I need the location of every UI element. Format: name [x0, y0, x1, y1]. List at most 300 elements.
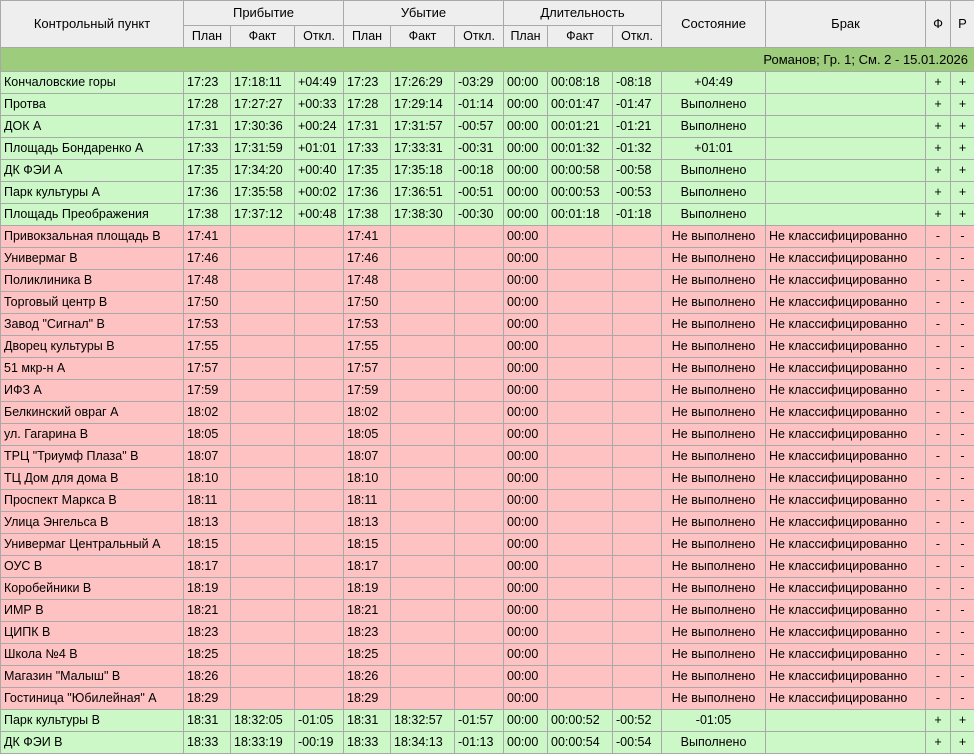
arrival-plan-cell: 17:50	[184, 292, 231, 314]
departure-deviation-cell: -01:14	[455, 94, 504, 116]
arrival-plan-cell: 17:41	[184, 226, 231, 248]
departure-fact-cell	[391, 358, 455, 380]
arrival-deviation-cell	[295, 644, 344, 666]
group-row[interactable]	[1, 48, 974, 72]
r-flag-cell: -	[951, 490, 974, 512]
departure-plan-cell: 17:38	[344, 204, 391, 226]
f-flag-cell: -	[926, 402, 951, 424]
arrival-plan-cell: 18:10	[184, 468, 231, 490]
table-row[interactable]	[1, 402, 974, 424]
duration-deviation-cell	[613, 644, 662, 666]
departure-fact-cell	[391, 578, 455, 600]
header-departure-deviation[interactable]: Откл.	[455, 26, 504, 48]
duration-fact-cell	[548, 600, 613, 622]
table-row[interactable]	[1, 622, 974, 644]
departure-fact-cell: 17:35:18	[391, 160, 455, 182]
r-flag-cell: -	[951, 314, 974, 336]
duration-plan-cell: 00:00	[504, 424, 548, 446]
f-flag-cell: +	[926, 732, 951, 754]
header-arrival[interactable]: Прибытие	[184, 1, 344, 26]
arrival-deviation-cell	[295, 314, 344, 336]
arrival-plan-cell: 18:05	[184, 424, 231, 446]
departure-deviation-cell	[455, 688, 504, 710]
arrival-plan-cell: 18:29	[184, 688, 231, 710]
duration-deviation-cell: -01:18	[613, 204, 662, 226]
departure-fact-cell	[391, 622, 455, 644]
arrival-fact-cell	[231, 534, 295, 556]
duration-fact-cell	[548, 402, 613, 424]
r-flag-cell: -	[951, 402, 974, 424]
arrival-fact-cell: 17:18:11	[231, 72, 295, 94]
departure-plan-cell: 17:50	[344, 292, 391, 314]
arrival-plan-cell: 18:19	[184, 578, 231, 600]
arrival-plan-cell: 18:33	[184, 732, 231, 754]
f-flag-cell: -	[926, 248, 951, 270]
duration-fact-cell	[548, 226, 613, 248]
departure-deviation-cell	[455, 622, 504, 644]
departure-fact-cell: 17:36:51	[391, 182, 455, 204]
duration-deviation-cell	[613, 534, 662, 556]
table-row[interactable]	[1, 710, 974, 732]
table-row[interactable]	[1, 732, 974, 754]
arrival-fact-cell: 18:33:19	[231, 732, 295, 754]
defect-cell: Не классифицированно	[766, 292, 926, 314]
departure-fact-cell	[391, 446, 455, 468]
status-cell: Не выполнено	[662, 622, 766, 644]
arrival-fact-cell	[231, 270, 295, 292]
defect-cell: Не классифицированно	[766, 578, 926, 600]
departure-plan-cell: 17:59	[344, 380, 391, 402]
f-flag-cell: -	[926, 688, 951, 710]
duration-fact-cell: 00:00:54	[548, 732, 613, 754]
departure-deviation-cell	[455, 358, 504, 380]
r-flag-cell: -	[951, 578, 974, 600]
departure-plan-cell: 18:19	[344, 578, 391, 600]
duration-plan-cell: 00:00	[504, 666, 548, 688]
r-flag-cell: -	[951, 336, 974, 358]
checkpoint-name-cell: Кончаловские горы	[1, 72, 184, 94]
table-row[interactable]	[1, 446, 974, 468]
checkpoint-name-cell: Гостиница "Юбилейная" А	[1, 688, 184, 710]
checkpoint-name-cell: Торговый центр В	[1, 292, 184, 314]
arrival-deviation-cell: +00:02	[295, 182, 344, 204]
arrival-plan-cell: 17:35	[184, 160, 231, 182]
duration-fact-cell: 00:00:58	[548, 160, 613, 182]
status-cell: -01:05	[662, 710, 766, 732]
arrival-plan-cell: 18:31	[184, 710, 231, 732]
duration-plan-cell: 00:00	[504, 622, 548, 644]
duration-plan-cell: 00:00	[504, 358, 548, 380]
table-row[interactable]	[1, 336, 974, 358]
duration-plan-cell: 00:00	[504, 600, 548, 622]
duration-plan-cell: 00:00	[504, 314, 548, 336]
departure-plan-cell: 17:28	[344, 94, 391, 116]
header-duration-fact[interactable]: Факт	[548, 26, 613, 48]
duration-fact-cell	[548, 622, 613, 644]
table-row[interactable]	[1, 182, 974, 204]
status-cell: Выполнено	[662, 182, 766, 204]
departure-fact-cell	[391, 380, 455, 402]
r-flag-cell: -	[951, 424, 974, 446]
checkpoint-name-cell: Универмаг В	[1, 248, 184, 270]
table-row[interactable]	[1, 138, 974, 160]
header-status[interactable]: Состояние	[662, 1, 766, 48]
departure-deviation-cell	[455, 666, 504, 688]
table-row[interactable]	[1, 468, 974, 490]
table-row[interactable]	[1, 534, 974, 556]
f-flag-cell: -	[926, 644, 951, 666]
arrival-plan-cell: 18:07	[184, 446, 231, 468]
checkpoint-name-cell: ул. Гагарина В	[1, 424, 184, 446]
duration-fact-cell	[548, 336, 613, 358]
duration-deviation-cell	[613, 402, 662, 424]
table-row[interactable]	[1, 314, 974, 336]
arrival-plan-cell: 18:21	[184, 600, 231, 622]
defect-cell	[766, 710, 926, 732]
table-row[interactable]	[1, 270, 974, 292]
duration-deviation-cell	[613, 314, 662, 336]
defect-cell	[766, 204, 926, 226]
departure-deviation-cell	[455, 270, 504, 292]
duration-plan-cell: 00:00	[504, 512, 548, 534]
table-row[interactable]	[1, 204, 974, 226]
arrival-plan-cell: 17:57	[184, 358, 231, 380]
duration-fact-cell	[548, 644, 613, 666]
header-r[interactable]: Р	[951, 1, 974, 48]
duration-plan-cell: 00:00	[504, 248, 548, 270]
duration-fact-cell	[548, 314, 613, 336]
arrival-plan-cell: 17:59	[184, 380, 231, 402]
departure-fact-cell	[391, 512, 455, 534]
table-row[interactable]	[1, 600, 974, 622]
checkpoint-name-cell: Универмаг Центральный А	[1, 534, 184, 556]
departure-plan-cell: 17:35	[344, 160, 391, 182]
departure-deviation-cell: -00:31	[455, 138, 504, 160]
defect-cell: Не классифицированно	[766, 248, 926, 270]
duration-deviation-cell: -00:52	[613, 710, 662, 732]
arrival-deviation-cell	[295, 688, 344, 710]
checkpoint-name-cell: ЦИПК В	[1, 622, 184, 644]
checkpoint-name-cell: Белкинский овраг А	[1, 402, 184, 424]
departure-fact-cell: 17:38:30	[391, 204, 455, 226]
defect-cell	[766, 138, 926, 160]
status-cell: Не выполнено	[662, 490, 766, 512]
r-flag-cell: +	[951, 116, 974, 138]
f-flag-cell: -	[926, 270, 951, 292]
table-row[interactable]	[1, 248, 974, 270]
departure-plan-cell: 17:46	[344, 248, 391, 270]
departure-plan-cell: 17:23	[344, 72, 391, 94]
departure-deviation-cell	[455, 292, 504, 314]
status-cell: Выполнено	[662, 116, 766, 138]
defect-cell: Не классифицированно	[766, 270, 926, 292]
table-row[interactable]	[1, 688, 974, 710]
header-departure-fact[interactable]: Факт	[391, 26, 455, 48]
status-cell: Не выполнено	[662, 688, 766, 710]
f-flag-cell: +	[926, 182, 951, 204]
table-row[interactable]	[1, 226, 974, 248]
header-duration[interactable]: Длительность	[504, 1, 662, 26]
arrival-deviation-cell	[295, 600, 344, 622]
departure-deviation-cell	[455, 556, 504, 578]
departure-deviation-cell: -00:18	[455, 160, 504, 182]
status-cell: Не выполнено	[662, 270, 766, 292]
duration-fact-cell	[548, 490, 613, 512]
arrival-deviation-cell	[295, 248, 344, 270]
departure-plan-cell: 17:48	[344, 270, 391, 292]
arrival-plan-cell: 17:23	[184, 72, 231, 94]
arrival-fact-cell	[231, 578, 295, 600]
arrival-plan-cell: 17:53	[184, 314, 231, 336]
defect-cell	[766, 72, 926, 94]
departure-plan-cell: 18:11	[344, 490, 391, 512]
arrival-fact-cell	[231, 314, 295, 336]
arrival-fact-cell	[231, 446, 295, 468]
checkpoint-name-cell: 51 мкр-н А	[1, 358, 184, 380]
departure-fact-cell	[391, 688, 455, 710]
departure-plan-cell: 18:23	[344, 622, 391, 644]
departure-deviation-cell	[455, 644, 504, 666]
duration-plan-cell: 00:00	[504, 72, 548, 94]
table-row[interactable]	[1, 160, 974, 182]
r-flag-cell: -	[951, 380, 974, 402]
arrival-deviation-cell	[295, 512, 344, 534]
status-cell: Выполнено	[662, 160, 766, 182]
defect-cell	[766, 182, 926, 204]
f-flag-cell: -	[926, 490, 951, 512]
duration-deviation-cell	[613, 336, 662, 358]
arrival-fact-cell	[231, 644, 295, 666]
departure-fact-cell: 17:29:14	[391, 94, 455, 116]
f-flag-cell: +	[926, 138, 951, 160]
f-flag-cell: -	[926, 226, 951, 248]
header-departure-plan[interactable]: План	[344, 26, 391, 48]
header-departure[interactable]: Убытие	[344, 1, 504, 26]
r-flag-cell: +	[951, 94, 974, 116]
departure-plan-cell: 18:31	[344, 710, 391, 732]
duration-deviation-cell: -01:47	[613, 94, 662, 116]
departure-deviation-cell	[455, 578, 504, 600]
r-flag-cell: +	[951, 138, 974, 160]
arrival-deviation-cell	[295, 358, 344, 380]
defect-cell: Не классифицированно	[766, 622, 926, 644]
checkpoint-name-cell: Площадь Бондаренко А	[1, 138, 184, 160]
duration-deviation-cell: -00:53	[613, 182, 662, 204]
duration-plan-cell: 00:00	[504, 688, 548, 710]
header-arrival-fact[interactable]: Факт	[231, 26, 295, 48]
duration-deviation-cell	[613, 380, 662, 402]
f-flag-cell: -	[926, 512, 951, 534]
arrival-fact-cell: 18:32:05	[231, 710, 295, 732]
header-duration-plan[interactable]: План	[504, 26, 548, 48]
status-cell: Не выполнено	[662, 336, 766, 358]
f-flag-cell: -	[926, 314, 951, 336]
table-row[interactable]	[1, 512, 974, 534]
arrival-deviation-cell	[295, 622, 344, 644]
duration-deviation-cell	[613, 358, 662, 380]
arrival-fact-cell	[231, 556, 295, 578]
departure-deviation-cell	[455, 336, 504, 358]
departure-fact-cell	[391, 336, 455, 358]
arrival-plan-cell: 18:15	[184, 534, 231, 556]
arrival-fact-cell	[231, 424, 295, 446]
duration-fact-cell	[548, 446, 613, 468]
arrival-plan-cell: 18:11	[184, 490, 231, 512]
checkpoint-name-cell: Завод "Сигнал" В	[1, 314, 184, 336]
r-flag-cell: -	[951, 226, 974, 248]
arrival-deviation-cell: +00:48	[295, 204, 344, 226]
status-cell: Не выполнено	[662, 578, 766, 600]
arrival-fact-cell	[231, 358, 295, 380]
arrival-plan-cell: 18:02	[184, 402, 231, 424]
defect-cell: Не классифицированно	[766, 556, 926, 578]
defect-cell	[766, 732, 926, 754]
departure-plan-cell: 18:13	[344, 512, 391, 534]
departure-deviation-cell: -03:29	[455, 72, 504, 94]
checkpoint-name-cell: ИМР В	[1, 600, 184, 622]
departure-plan-cell: 18:26	[344, 666, 391, 688]
f-flag-cell: +	[926, 94, 951, 116]
f-flag-cell: +	[926, 160, 951, 182]
departure-plan-cell: 17:31	[344, 116, 391, 138]
departure-fact-cell	[391, 468, 455, 490]
duration-fact-cell	[548, 248, 613, 270]
duration-fact-cell	[548, 468, 613, 490]
arrival-fact-cell	[231, 666, 295, 688]
r-flag-cell: +	[951, 732, 974, 754]
arrival-deviation-cell: -01:05	[295, 710, 344, 732]
departure-deviation-cell	[455, 314, 504, 336]
table-row[interactable]	[1, 424, 974, 446]
status-cell: Не выполнено	[662, 424, 766, 446]
defect-cell: Не классифицированно	[766, 688, 926, 710]
header-f[interactable]: Ф	[926, 1, 951, 48]
departure-fact-cell	[391, 600, 455, 622]
duration-plan-cell: 00:00	[504, 292, 548, 314]
defect-cell	[766, 116, 926, 138]
checkpoint-name-cell: Протва	[1, 94, 184, 116]
departure-deviation-cell: -01:13	[455, 732, 504, 754]
departure-fact-cell	[391, 490, 455, 512]
arrival-deviation-cell	[295, 468, 344, 490]
status-cell: Выполнено	[662, 94, 766, 116]
duration-fact-cell: 00:01:21	[548, 116, 613, 138]
departure-plan-cell: 17:36	[344, 182, 391, 204]
departure-fact-cell: 18:32:57	[391, 710, 455, 732]
duration-deviation-cell	[613, 292, 662, 314]
table-row[interactable]	[1, 72, 974, 94]
duration-deviation-cell	[613, 226, 662, 248]
departure-plan-cell: 18:15	[344, 534, 391, 556]
table-row[interactable]	[1, 490, 974, 512]
header-arrival-deviation[interactable]: Откл.	[295, 26, 344, 48]
defect-cell: Не классифицированно	[766, 446, 926, 468]
defect-cell: Не классифицированно	[766, 644, 926, 666]
arrival-deviation-cell	[295, 402, 344, 424]
arrival-plan-cell: 17:36	[184, 182, 231, 204]
checkpoint-name-cell: Улица Энгельса В	[1, 512, 184, 534]
duration-plan-cell: 00:00	[504, 534, 548, 556]
departure-deviation-cell	[455, 534, 504, 556]
status-cell: Не выполнено	[662, 358, 766, 380]
duration-deviation-cell	[613, 556, 662, 578]
header-checkpoint[interactable]: Контрольный пункт	[1, 1, 184, 48]
arrival-plan-cell: 17:48	[184, 270, 231, 292]
duration-fact-cell	[548, 578, 613, 600]
departure-fact-cell: 17:31:57	[391, 116, 455, 138]
departure-fact-cell	[391, 644, 455, 666]
departure-plan-cell: 18:07	[344, 446, 391, 468]
departure-fact-cell	[391, 314, 455, 336]
arrival-deviation-cell	[295, 270, 344, 292]
arrival-fact-cell	[231, 226, 295, 248]
f-flag-cell: -	[926, 578, 951, 600]
duration-fact-cell	[548, 424, 613, 446]
arrival-plan-cell: 17:55	[184, 336, 231, 358]
table-row[interactable]	[1, 358, 974, 380]
defect-cell: Не классифицированно	[766, 512, 926, 534]
duration-plan-cell: 00:00	[504, 182, 548, 204]
header-duration-deviation[interactable]: Откл.	[613, 26, 662, 48]
status-cell: Не выполнено	[662, 248, 766, 270]
departure-plan-cell: 18:02	[344, 402, 391, 424]
arrival-deviation-cell	[295, 490, 344, 512]
arrival-fact-cell	[231, 600, 295, 622]
duration-plan-cell: 00:00	[504, 402, 548, 424]
arrival-plan-cell: 18:25	[184, 644, 231, 666]
duration-deviation-cell	[613, 270, 662, 292]
arrival-deviation-cell: -00:19	[295, 732, 344, 754]
arrival-deviation-cell: +04:49	[295, 72, 344, 94]
arrival-fact-cell	[231, 380, 295, 402]
arrival-fact-cell	[231, 292, 295, 314]
departure-plan-cell: 18:05	[344, 424, 391, 446]
departure-fact-cell	[391, 424, 455, 446]
r-flag-cell: -	[951, 666, 974, 688]
table-row[interactable]	[1, 578, 974, 600]
defect-cell	[766, 160, 926, 182]
table-row[interactable]	[1, 556, 974, 578]
departure-deviation-cell	[455, 380, 504, 402]
status-cell: Не выполнено	[662, 226, 766, 248]
group-label: Романов; Гр. 1; См. 2 - 15.01.2026	[1, 48, 974, 72]
duration-fact-cell	[548, 270, 613, 292]
r-flag-cell: -	[951, 292, 974, 314]
arrival-plan-cell: 18:26	[184, 666, 231, 688]
table-row[interactable]	[1, 666, 974, 688]
f-flag-cell: +	[926, 72, 951, 94]
arrival-deviation-cell: +00:24	[295, 116, 344, 138]
duration-plan-cell: 00:00	[504, 732, 548, 754]
r-flag-cell: -	[951, 688, 974, 710]
table-row[interactable]	[1, 116, 974, 138]
arrival-fact-cell: 17:27:27	[231, 94, 295, 116]
arrival-fact-cell: 17:35:58	[231, 182, 295, 204]
duration-deviation-cell	[613, 490, 662, 512]
table-row[interactable]	[1, 292, 974, 314]
duration-plan-cell: 00:00	[504, 116, 548, 138]
table-row[interactable]	[1, 380, 974, 402]
departure-plan-cell: 17:53	[344, 314, 391, 336]
r-flag-cell: -	[951, 534, 974, 556]
arrival-fact-cell: 17:34:20	[231, 160, 295, 182]
table-row[interactable]	[1, 644, 974, 666]
table-row[interactable]	[1, 94, 974, 116]
header-defect[interactable]: Брак	[766, 1, 926, 48]
defect-cell: Не классифицированно	[766, 358, 926, 380]
duration-deviation-cell	[613, 424, 662, 446]
header-arrival-plan[interactable]: План	[184, 26, 231, 48]
